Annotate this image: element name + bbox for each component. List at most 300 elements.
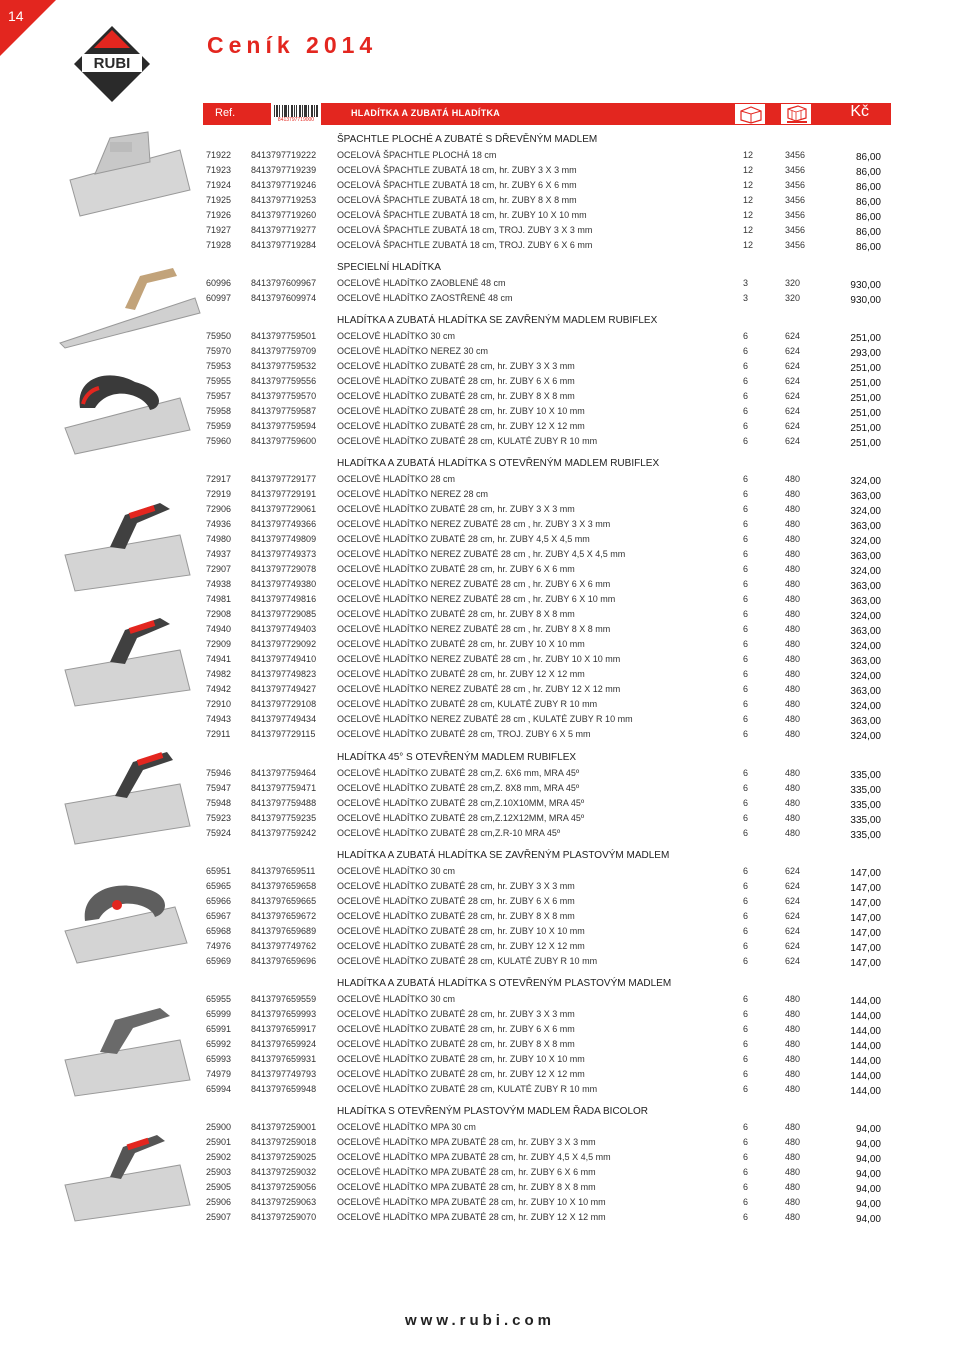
ref-cell: 71928	[206, 240, 232, 250]
product-section	[203, 134, 891, 253]
ean-cell: 8413797609967	[251, 278, 317, 288]
box-qty-cell: 6	[743, 896, 749, 906]
box-qty-cell: 12	[743, 195, 754, 205]
section-title: HLADÍTKA 45° S OTEVŘENÝM MADLEM RUBIFLEX	[337, 752, 577, 763]
description-cell: OCELOVÉ HLADÍTKO ZAOSTŘENÉ 48 cm	[337, 293, 513, 303]
ref-cell: 75948	[206, 798, 232, 808]
box-qty-cell: 6	[743, 1137, 749, 1147]
price-cell: 363,00	[850, 491, 881, 502]
price-cell: 251,00	[850, 423, 881, 434]
description-cell: OCELOVÉ HLADÍTKO ZUBATÉ 28 cm, hr. ZUBY 4,5 X 4,5 mm	[337, 534, 590, 544]
box-qty-cell: 6	[743, 828, 749, 838]
ean-cell: 8413797729078	[251, 564, 317, 574]
pallet-qty-cell: 624	[785, 896, 801, 906]
price-cell: 324,00	[850, 536, 881, 547]
ref-cell: 75959	[206, 421, 232, 431]
description-cell: OCELOVÉ HLADÍTKO ZUBATÉ 28 cm, KULATÉ ZUBY R 10 mm	[337, 436, 598, 446]
pallet-qty-cell: 480	[785, 1122, 801, 1132]
product-image-bicolor	[55, 1115, 195, 1230]
ean-cell: 8413797729177	[251, 474, 317, 484]
brand-text: RUBI	[93, 55, 131, 72]
box-qty-cell: 6	[743, 564, 749, 574]
table-row	[203, 909, 891, 924]
section-title: HLADÍTKA A ZUBATÁ HLADÍTKA SE ZAVŘENÝM PLASTOVÝM MADLEM	[337, 850, 670, 861]
ref-cell: 25902	[206, 1152, 232, 1162]
box-qty-cell: 6	[743, 436, 749, 446]
price-cell: 144,00	[850, 1086, 881, 1097]
ean-cell: 8413797719284	[251, 240, 317, 250]
description-cell: OCELOVÉ HLADÍTKO MPA ZUBATÉ 28 cm, hr. ZUBY 4,5 X 4,5 mm	[337, 1152, 611, 1162]
product-section	[203, 315, 891, 449]
ean-cell: 8413797749380	[251, 579, 317, 589]
pallet-qty-cell: 480	[785, 783, 801, 793]
price-cell: 144,00	[850, 1071, 881, 1082]
ean-cell: 8413797749762	[251, 941, 317, 951]
price-cell: 324,00	[850, 731, 881, 742]
pallet-icon	[781, 104, 811, 124]
price-cell: 251,00	[850, 408, 881, 419]
description-cell: OCELOVÉ HLADÍTKO ZUBATÉ 28 cm, hr. ZUBY 12 X 12 mm	[337, 421, 585, 431]
ref-cell: 72909	[206, 639, 232, 649]
pallet-qty-cell: 480	[785, 609, 801, 619]
table-row	[203, 1082, 891, 1097]
ean-cell: 8413797749373	[251, 549, 317, 559]
description-cell: OCELOVÉ HLADÍTKO NEREZ ZUBATÉ 28 cm , KULATÉ ZUBY R 10 mm	[337, 714, 633, 724]
price-cell: 335,00	[850, 800, 881, 811]
pallet-qty-cell: 624	[785, 346, 801, 356]
box-qty-cell: 6	[743, 1152, 749, 1162]
ref-cell: 72911	[206, 729, 231, 739]
price-cell: 251,00	[850, 393, 881, 404]
pallet-qty-cell: 3456	[785, 240, 806, 250]
pallet-qty-cell: 624	[785, 361, 801, 371]
pallet-qty-cell: 480	[785, 1167, 801, 1177]
table-row	[203, 1195, 891, 1210]
ref-cell: 25900	[206, 1122, 232, 1132]
box-qty-cell: 6	[743, 714, 749, 724]
ref-cell: 74940	[206, 624, 232, 634]
table-row	[203, 434, 891, 449]
box-qty-cell: 12	[743, 240, 754, 250]
table-row	[203, 419, 891, 434]
description-cell: OCELOVÉ HLADÍTKO ZUBATÉ 28 cm, hr. ZUBY 10 X 10 mm	[337, 926, 585, 936]
table-row	[203, 1180, 891, 1195]
section-title: HLADÍTKA S OTEVŘENÝM PLASTOVÝM MADLEM ŘADA BICOLOR	[337, 1106, 649, 1117]
table-row	[203, 148, 891, 163]
description-cell: OCELOVÉ HLADÍTKO MPA ZUBATÉ 28 cm, hr. ZUBY 10 X 10 mm	[337, 1197, 606, 1207]
box-qty-cell: 6	[743, 1197, 749, 1207]
box-qty-cell: 6	[743, 1122, 749, 1132]
ref-cell: 72917	[206, 474, 232, 484]
pallet-qty-cell: 480	[785, 994, 801, 1004]
box-qty-cell: 6	[743, 783, 749, 793]
price-cell: 94,00	[855, 1214, 881, 1225]
table-row	[203, 879, 891, 894]
ref-cell: 25906	[206, 1197, 232, 1207]
pallet-qty-cell: 624	[785, 436, 801, 446]
price-cell: 335,00	[850, 785, 881, 796]
pallet-qty-cell: 624	[785, 941, 801, 951]
ean-cell: 8413797759570	[251, 391, 317, 401]
ref-cell: 74937	[206, 549, 232, 559]
ref-cell: 60996	[206, 278, 232, 288]
ref-cell: 65968	[206, 926, 232, 936]
pallet-qty-cell: 480	[785, 1054, 801, 1064]
description-cell: OCELOVÉ HLADÍTKO MPA ZUBATÉ 28 cm, hr. ZUBY 3 X 3 mm	[337, 1137, 596, 1147]
product-image-rubiflex-closed	[55, 348, 195, 463]
box-qty-cell: 6	[743, 956, 749, 966]
description-cell: OCELOVÉ HLADÍTKO ZUBATÉ 28 cm, hr. ZUBY 3 X 3 mm	[337, 504, 575, 514]
pallet-qty-cell: 480	[785, 828, 801, 838]
ref-cell: 25903	[206, 1167, 232, 1177]
pallet-qty-cell: 480	[785, 594, 801, 604]
price-cell: 251,00	[850, 333, 881, 344]
ean-cell: 8413797659931	[251, 1054, 317, 1064]
ean-cell: 8413797749366	[251, 519, 317, 529]
ref-cell: 65993	[206, 1054, 232, 1064]
product-section	[203, 1106, 891, 1225]
description-cell: OCELOVÉ HLADÍTKO MPA ZUBATÉ 28 cm, hr. ZUBY 8 X 8 mm	[337, 1182, 596, 1192]
pallet-qty-cell: 320	[785, 278, 801, 288]
table-row	[203, 291, 891, 306]
box-qty-cell: 6	[743, 534, 749, 544]
section-title: SPECIELNÍ HLADÍTKA	[337, 262, 441, 273]
pallet-qty-cell: 624	[785, 911, 801, 921]
description-cell: OCELOVÉ HLADÍTKO ZUBATÉ 28 cm,Z.12X12MM, MRA 45º	[337, 813, 585, 823]
description-cell: OCELOVÉ HLADÍTKO ZAOBLENÉ 48 cm	[337, 278, 506, 288]
table-row	[203, 712, 891, 727]
price-cell: 363,00	[850, 596, 881, 607]
box-qty-cell: 6	[743, 624, 749, 634]
table-row	[203, 781, 891, 796]
box-icon	[735, 104, 765, 124]
pallet-qty-cell: 480	[785, 1024, 801, 1034]
ean-cell: 8413797759709	[251, 346, 317, 356]
website-footer[interactable]: www.rubi.com	[405, 1312, 555, 1329]
ref-cell: 65969	[206, 956, 232, 966]
pallet-qty-cell: 480	[785, 519, 801, 529]
pallet-qty-cell: 480	[785, 1212, 801, 1222]
description-cell: OCELOVÉ HLADÍTKO 28 cm	[337, 474, 456, 484]
pallet-qty-cell: 480	[785, 504, 801, 514]
table-row	[203, 682, 891, 697]
ean-cell: 8413797719253	[251, 195, 317, 205]
pallet-qty-cell: 480	[785, 1182, 801, 1192]
table-row	[203, 163, 891, 178]
price-cell: 86,00	[855, 182, 881, 193]
pallet-qty-cell: 480	[785, 1084, 801, 1094]
barcode-icon	[271, 103, 321, 125]
ean-cell: 8413797259018	[251, 1137, 317, 1147]
ref-cell: 71926	[206, 210, 232, 220]
description-cell: OCELOVÁ ŠPACHTLE ZUBATÁ 18 cm, hr. ZUBY 8 X 8 mm	[337, 195, 577, 205]
ref-cell: 75947	[206, 783, 232, 793]
box-qty-cell: 12	[743, 150, 754, 160]
price-cell: 86,00	[855, 242, 881, 253]
table-row	[203, 389, 891, 404]
description-cell: OCELOVÉ HLADÍTKO NEREZ ZUBATÉ 28 cm , hr. ZUBY 12 X 12 mm	[337, 684, 621, 694]
box-qty-cell: 6	[743, 1009, 749, 1019]
ean-cell: 8413797749427	[251, 684, 317, 694]
price-cell: 293,00	[850, 348, 881, 359]
pallet-qty-cell: 480	[785, 798, 801, 808]
table-row	[203, 637, 891, 652]
price-cell: 324,00	[850, 701, 881, 712]
price-cell: 147,00	[850, 943, 881, 954]
ean-cell: 8413797759594	[251, 421, 317, 431]
ean-cell: 8413797659672	[251, 911, 317, 921]
box-qty-cell: 6	[743, 699, 749, 709]
box-qty-cell: 6	[743, 926, 749, 936]
price-cell: 363,00	[850, 716, 881, 727]
ref-cell: 71922	[206, 150, 232, 160]
description-cell: OCELOVÉ HLADÍTKO MPA ZUBATÉ 28 cm, hr. ZUBY 6 X 6 mm	[337, 1167, 596, 1177]
ean-cell: 8413797259025	[251, 1152, 317, 1162]
ean-cell: 8413797759556	[251, 376, 317, 386]
ean-cell: 8413797659665	[251, 896, 317, 906]
description-cell: OCELOVÉ HLADÍTKO NEREZ ZUBATÉ 28 cm , hr. ZUBY 10 X 10 mm	[337, 654, 621, 664]
box-qty-cell: 6	[743, 504, 749, 514]
description-cell: OCELOVÁ ŠPACHTLE ZUBATÁ 18 cm, TROJ. ZUBY 3 X 3 mm	[337, 225, 593, 235]
table-row	[203, 727, 891, 742]
pallet-qty-cell: 480	[785, 474, 801, 484]
ean-cell: 8413797759600	[251, 436, 317, 446]
box-qty-cell: 6	[743, 474, 749, 484]
table-row	[203, 208, 891, 223]
description-cell: OCELOVÉ HLADÍTKO ZUBATÉ 28 cm, hr. ZUBY 12 X 12 mm	[337, 941, 585, 951]
product-image-plastic-closed	[55, 855, 195, 970]
ref-cell: 72907	[206, 564, 232, 574]
description-cell: OCELOVÉ HLADÍTKO ZUBATÉ 28 cm, hr. ZUBY 10 X 10 mm	[337, 406, 585, 416]
ref-cell: 71924	[206, 180, 232, 190]
table-row	[203, 178, 891, 193]
price-cell: 363,00	[850, 686, 881, 697]
ean-cell: 8413797729108	[251, 699, 317, 709]
product-image-rubiflex-open-1	[55, 485, 195, 600]
box-qty-cell: 12	[743, 180, 754, 190]
category-title: HLADÍTKA A ZUBATÁ HLADÍTKA	[351, 108, 501, 118]
ean-cell: 8413797659689	[251, 926, 317, 936]
box-qty-cell: 6	[743, 519, 749, 529]
ref-cell: 75955	[206, 376, 232, 386]
box-qty-cell: 6	[743, 866, 749, 876]
price-cell: 94,00	[855, 1184, 881, 1195]
rubi-logo	[72, 24, 152, 104]
pallet-qty-cell: 624	[785, 406, 801, 416]
ref-cell: 75958	[206, 406, 232, 416]
table-row	[203, 487, 891, 502]
table-row	[203, 1037, 891, 1052]
page-title: Ceník 2014	[207, 32, 378, 58]
pallet-qty-cell: 480	[785, 813, 801, 823]
box-qty-cell: 12	[743, 165, 754, 175]
ean-cell: 8413797749816	[251, 594, 317, 604]
ref-cell: 72908	[206, 609, 232, 619]
table-row	[203, 1135, 891, 1150]
box-qty-cell: 6	[743, 669, 749, 679]
ref-cell: 65966	[206, 896, 232, 906]
table-row	[203, 1165, 891, 1180]
product-section	[203, 458, 891, 742]
ref-cell: 74981	[206, 594, 232, 604]
price-cell: 324,00	[850, 566, 881, 577]
ean-cell: 8413797259032	[251, 1167, 317, 1177]
table-row	[203, 652, 891, 667]
table-row	[203, 472, 891, 487]
ean-cell: 8413797759501	[251, 331, 317, 341]
ref-cell: 71923	[206, 165, 232, 175]
ean-cell: 8413797759464	[251, 768, 317, 778]
table-row	[203, 1067, 891, 1082]
table-row	[203, 193, 891, 208]
pallet-qty-cell: 480	[785, 534, 801, 544]
ref-cell: 72919	[206, 489, 232, 499]
table-row	[203, 329, 891, 344]
table-row	[203, 592, 891, 607]
box-qty-cell: 3	[743, 278, 749, 288]
ref-cell: 75960	[206, 436, 232, 446]
price-cell: 94,00	[855, 1124, 881, 1135]
box-qty-cell: 12	[743, 210, 754, 220]
price-cell: 147,00	[850, 883, 881, 894]
box-qty-cell: 6	[743, 549, 749, 559]
ean-cell: 8413797759235	[251, 813, 317, 823]
price-cell: 363,00	[850, 656, 881, 667]
pallet-qty-cell: 480	[785, 768, 801, 778]
description-cell: OCELOVÉ HLADÍTKO ZUBATÉ 28 cm, hr. ZUBY 10 X 10 mm	[337, 1054, 585, 1064]
box-qty-cell: 6	[743, 1054, 749, 1064]
ean-cell: 8413797659917	[251, 1024, 317, 1034]
price-cell: 335,00	[850, 770, 881, 781]
table-row	[203, 607, 891, 622]
description-cell: OCELOVÁ ŠPACHTLE ZUBATÁ 18 cm, TROJ. ZUBY 6 X 6 mm	[337, 240, 593, 250]
ean-cell: 8413797759242	[251, 828, 317, 838]
pallet-qty-cell: 480	[785, 714, 801, 724]
barcode-digits: 8413797719000	[277, 117, 315, 123]
ean-cell: 8413797719277	[251, 225, 317, 235]
box-qty-cell: 6	[743, 594, 749, 604]
table-row	[203, 796, 891, 811]
ean-cell: 8413797659559	[251, 994, 317, 1004]
ref-cell: 65994	[206, 1084, 232, 1094]
ref-cell: 25901	[206, 1137, 232, 1147]
ref-cell: 65999	[206, 1009, 232, 1019]
table-row	[203, 577, 891, 592]
box-qty-cell: 6	[743, 579, 749, 589]
box-qty-cell: 6	[743, 331, 749, 341]
product-section	[203, 752, 891, 841]
product-section	[203, 850, 891, 969]
table-row	[203, 404, 891, 419]
price-cell: 147,00	[850, 958, 881, 969]
table-row	[203, 954, 891, 969]
pallet-qty-cell: 480	[785, 1197, 801, 1207]
pallet-qty-cell: 624	[785, 331, 801, 341]
price-cell: 335,00	[850, 830, 881, 841]
ean-cell: 8413797659924	[251, 1039, 317, 1049]
pallet-qty-cell: 480	[785, 669, 801, 679]
ref-cell: 75970	[206, 346, 232, 356]
box-qty-cell: 3	[743, 293, 749, 303]
ean-cell: 8413797749823	[251, 669, 317, 679]
price-cell: 363,00	[850, 521, 881, 532]
ean-cell: 8413797759471	[251, 783, 317, 793]
ref-cell: 72910	[206, 699, 232, 709]
ean-cell: 8413797729115	[251, 729, 316, 739]
box-qty-cell: 6	[743, 639, 749, 649]
description-cell: OCELOVÉ HLADÍTKO ZUBATÉ 28 cm, hr. ZUBY 8 X 8 mm	[337, 1039, 575, 1049]
description-cell: OCELOVÉ HLADÍTKO ZUBATÉ 28 cm, hr. ZUBY 6 X 6 mm	[337, 564, 575, 574]
table-row	[203, 1210, 891, 1225]
ean-cell: 8413797749793	[251, 1069, 317, 1079]
price-cell: 86,00	[855, 197, 881, 208]
ref-column-header: Ref.	[215, 107, 236, 119]
pallet-qty-cell: 480	[785, 579, 801, 589]
price-cell: 86,00	[855, 167, 881, 178]
table-row	[203, 517, 891, 532]
pallet-qty-cell: 3456	[785, 210, 806, 220]
ean-cell: 8413797719222	[251, 150, 317, 160]
table-row	[203, 894, 891, 909]
ref-cell: 74943	[206, 714, 232, 724]
ref-cell: 74980	[206, 534, 232, 544]
price-cell: 144,00	[850, 996, 881, 1007]
page-number: 14	[8, 8, 24, 24]
ref-cell: 65991	[206, 1024, 232, 1034]
pallet-qty-cell: 3456	[785, 165, 806, 175]
ref-cell: 65967	[206, 911, 232, 921]
ref-cell: 65965	[206, 881, 232, 891]
description-cell: OCELOVÉ HLADÍTKO ZUBATÉ 28 cm, hr. ZUBY 8 X 8 mm	[337, 609, 575, 619]
table-row	[203, 502, 891, 517]
pallet-qty-cell: 480	[785, 1152, 801, 1162]
table-row	[203, 1007, 891, 1022]
description-cell: OCELOVÉ HLADÍTKO ZUBATÉ 28 cm, hr. ZUBY 8 X 8 mm	[337, 911, 575, 921]
price-cell: 147,00	[850, 928, 881, 939]
box-qty-cell: 6	[743, 1069, 749, 1079]
description-cell: OCELOVÁ ŠPACHTLE ZUBATÁ 18 cm, hr. ZUBY 6 X 6 mm	[337, 180, 577, 190]
description-cell: OCELOVÉ HLADÍTKO 30 cm	[337, 866, 456, 876]
section-title: HLADÍTKA A ZUBATÁ HLADÍTKA S OTEVŘENÝM PLASTOVÝM MADLEM	[337, 978, 672, 989]
description-cell: OCELOVÉ HLADÍTKO ZUBATÉ 28 cm, TROJ. ZUBY 6 X 5 mm	[337, 729, 591, 739]
ref-cell: 74942	[206, 684, 232, 694]
currency-header: Kč	[850, 103, 869, 120]
box-qty-cell: 6	[743, 1024, 749, 1034]
price-cell: 335,00	[850, 815, 881, 826]
description-cell: OCELOVÉ HLADÍTKO ZUBATÉ 28 cm, hr. ZUBY 6 X 6 mm	[337, 896, 575, 906]
ref-cell: 75946	[206, 768, 232, 778]
description-cell: OCELOVÉ HLADÍTKO 30 cm	[337, 331, 456, 341]
ref-cell: 74979	[206, 1069, 232, 1079]
box-qty-cell: 6	[743, 1182, 749, 1192]
box-qty-cell: 6	[743, 406, 749, 416]
description-cell: OCELOVÉ HLADÍTKO ZUBATÉ 28 cm, KULATÉ ZUBY R 10 mm	[337, 699, 598, 709]
description-cell: OCELOVÉ HLADÍTKO ZUBATÉ 28 cm, hr. ZUBY 12 X 12 mm	[337, 669, 585, 679]
product-image-plastic-open	[55, 990, 195, 1105]
ref-cell: 74976	[206, 941, 232, 951]
box-qty-cell: 6	[743, 376, 749, 386]
price-cell: 86,00	[855, 212, 881, 223]
description-cell: OCELOVÉ HLADÍTKO NEREZ ZUBATÉ 28 cm , hr. ZUBY 6 X 6 mm	[337, 579, 611, 589]
ean-cell: 8413797259001	[251, 1122, 317, 1132]
table-row	[203, 1022, 891, 1037]
price-cell: 324,00	[850, 671, 881, 682]
description-cell: OCELOVÉ HLADÍTKO ZUBATÉ 28 cm,Z. 6X6 mm, MRA 45º	[337, 768, 580, 778]
product-section	[203, 262, 891, 306]
ean-cell: 8413797659993	[251, 1009, 317, 1019]
pallet-qty-cell: 480	[785, 1009, 801, 1019]
ref-cell: 65992	[206, 1039, 232, 1049]
